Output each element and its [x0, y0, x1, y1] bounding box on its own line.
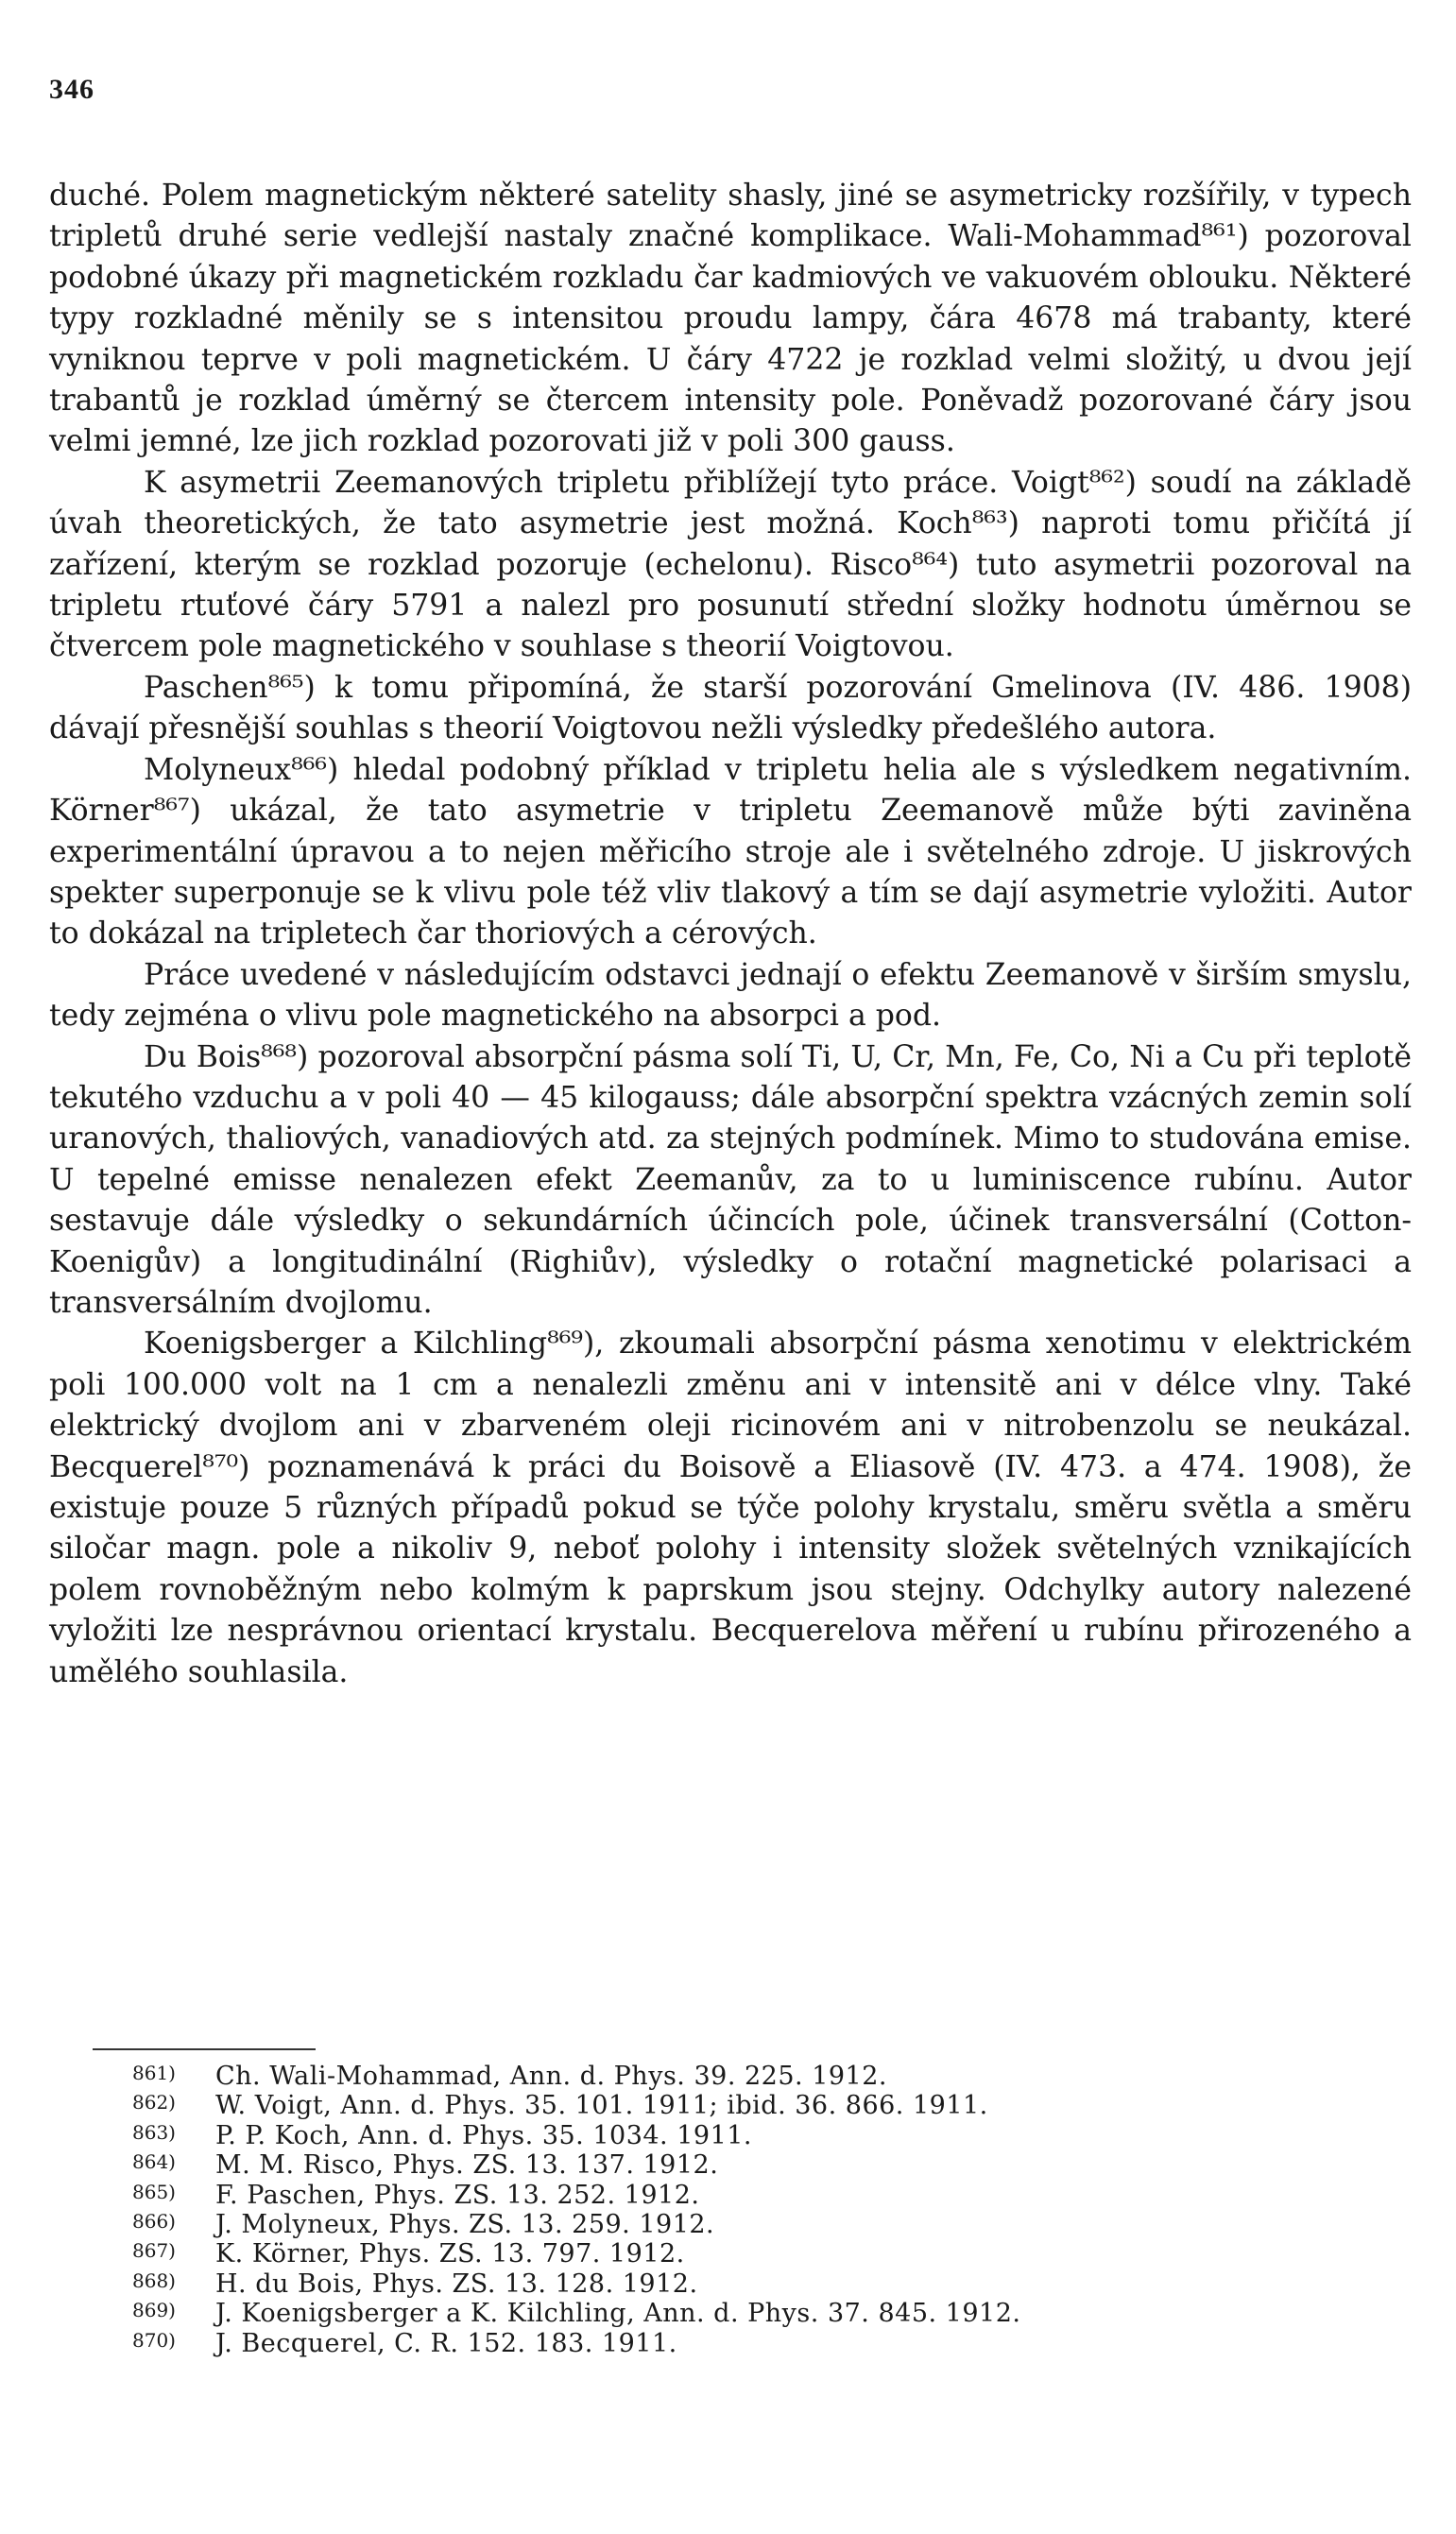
footnote	[132, 2299, 1398, 2328]
paragraph-4: Molyneux⁸⁶⁶) hledal podobný příklad v tripletu helia ale s výsledkem negativním. Körner⁸⁶⁷) ukázal, že tato asymetrie v tripletu Zeemanově může býti zaviněna experimentální úpravou a to nejen měřicího stroje ale i světelného zdroje. U jiskrových spekter superponuje se k vlivu pole též vliv tlakový a tím se dají asymetrie vyložiti. Autor to dokázal na tripletech čar thoriových a cérových.	[49, 752, 1412, 951]
footnote-text: J. Molyneux, Phys. ZS. 13. 259. 1912.	[215, 2210, 715, 2240]
footnote-number: 869)	[132, 2299, 176, 2322]
footnote-number: 862)	[132, 2091, 176, 2115]
footnote-number: 865)	[132, 2180, 176, 2203]
footnote-divider	[93, 2048, 316, 2050]
footnote-text: W. Voigt, Ann. d. Phys. 35. 101. 1911; ibid. 36. 866. 1911.	[215, 2091, 988, 2121]
footnote	[132, 2181, 1398, 2210]
footnote-number: 867)	[132, 2239, 176, 2263]
footnotes	[132, 2062, 1398, 2358]
footnote-number: 864)	[132, 2150, 176, 2174]
paragraph-1: duché. Polem magnetickým některé satelity shasly, jiné se asymetricky rozšířily, v typech tripletů druhé serie vedlejší nastaly značné komplikace. Wali-Mohammad⁸⁶¹) pozoroval podobné úkazy při magnetickém rozkladu čar kadmiových ve vakuovém oblouku. Některé typy rozkladné měnily se s intensitou proudu lampy, čára 4678 má trabanty, které vyniknou teprve v poli magnetickém. U čáry 4722 je rozklad velmi složitý, u dvou její trabantů je rozklad úměrný se čtercem intensity pole. Poněvadž pozorované čáry jsou velmi jemné, lze jich rozklad pozorovati již v poli 300 gauss.	[49, 179, 1412, 459]
paragraph-3: Paschen⁸⁶⁵) k tomu připomíná, že starší pozorování Gmelinova (IV. 486. 1908) dávají přesnější souhlas s theorií Voigtovou nežli výsledky předešlého autora.	[49, 670, 1412, 746]
paragraph-7: Koenigsberger a Kilchling⁸⁶⁹), zkoumali absorpční pásma xenotimu v elektrickém poli 100.000 volt na 1 cm a nenalezli změnu ani v intensitě ani v délce vlny. Také elektrický dvojlom ani v zbarveném oleji ricinovém ani v nitrobenzolu se neukázal. Becquerel⁸⁷⁰) poznamenává k práci du Boisově a Eliasově (IV. 473. a 474. 1908), že existuje pouze 5 různých případů pokud se týče polohy krystalu, směru světla a směru siločar magn. pole a nikoliv 9, neboť polohy i intensity složek světelných vznikajících polem rovnoběžným nebo kolmým k paprskum jsou stejny. Odchylky autory nalezené vyložiti lze nesprávnou orientací krystalu. Becquerelova měření u rubínu přirozeného a umělého souhlasila.	[49, 1327, 1412, 1689]
footnote-number: 870)	[132, 2328, 176, 2352]
paragraph-5: Práce uvedené v následujícím odstavci jednají o efektu Zeemanově v širším smyslu, tedy zejména o vlivu pole magnetického na absorpci a pod.	[49, 957, 1412, 1034]
footnote-text: H. du Bois, Phys. ZS. 13. 128. 1912.	[215, 2269, 698, 2299]
footnote-number: 863)	[132, 2120, 176, 2144]
footnote-text: M. M. Risco, Phys. ZS. 13. 137. 1912.	[215, 2150, 719, 2181]
footnote-number: 861)	[132, 2062, 176, 2084]
footnote-text: J. Koenigsberger a K. Kilchling, Ann. d. Phys. 37. 845. 1912.	[215, 2299, 1021, 2329]
footnote-number: 866)	[132, 2210, 176, 2234]
footnote	[132, 2329, 1398, 2358]
footnote	[132, 2091, 1398, 2120]
main-text	[49, 176, 1412, 1693]
footnote-number: 868)	[132, 2269, 176, 2292]
footnote	[132, 2269, 1398, 2299]
paragraph-6: Du Bois⁸⁶⁸) pozoroval absorpční pásma solí Ti, U, Cr, Mn, Fe, Co, Ni a Cu při teplotě tekutého vzduchu a v poli 40 — 45 kilogauss; dále absorpční spektra vzácných zemin solí uranových, thaliových, vanadiových atd. za stejných podmínek. Mimo to studována emise. U tepelné emisse nenalezen efekt Zeemanův, za to u luminiscence rubínu. Autor sestavuje dále výsledky o sekundárních účincích pole, účinek transversální (Cotton-Koenigův) a longitudinální (Righiův), výsledky o rotační magnetické polarisaci a transversálním dvojlomu.	[49, 1039, 1412, 1320]
paragraph-2: K asymetrii Zeemanových tripletu přiblížejí tyto práce. Voigt⁸⁶²) soudí na základě úvah theoretických, že tato asymetrie jest možná. Koch⁸⁶³) naproti tomu přičítá jí zařízení, kterým se rozklad pozoruje (echelonu). Risco⁸⁶⁴) tuto asymetrii pozoroval na tripletu rtuťové čáry 5791 a nalezl pro posunutí střední složky hodnotu úměrnou se čtvercem pole magnetického v souhlase s theorií Voigtovou.	[49, 465, 1412, 664]
footnote	[132, 2150, 1398, 2180]
footnote-text: Ch. Wali-Mohammad, Ann. d. Phys. 39. 225. 1912.	[215, 2062, 887, 2091]
footnote-text: J. Becquerel, C. R. 152. 183. 1911.	[215, 2328, 677, 2358]
footnote-text: K. Körner, Phys. ZS. 13. 797. 1912.	[215, 2239, 685, 2269]
footnote	[132, 2121, 1398, 2150]
footnote	[132, 2239, 1398, 2269]
footnote	[132, 2210, 1398, 2239]
footnote	[132, 2062, 1398, 2091]
footnote-text: F. Paschen, Phys. ZS. 13. 252. 1912.	[215, 2180, 700, 2210]
footnote-text: P. P. Koch, Ann. d. Phys. 35. 1034. 1911.	[215, 2120, 753, 2150]
page-number: 346	[49, 74, 94, 105]
